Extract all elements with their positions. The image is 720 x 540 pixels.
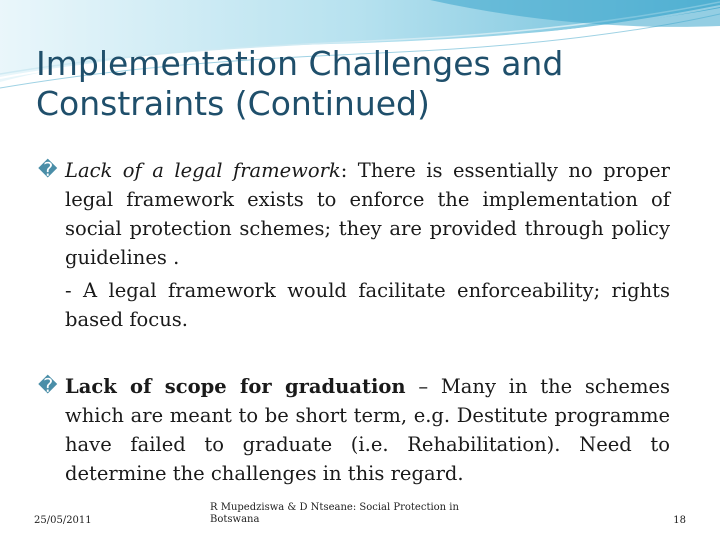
footer-author: R Mupedziswa & D Ntseane: Social Protection in Botswana bbox=[210, 502, 459, 525]
bullet-legal-framework-lead: Lack of a legal framework bbox=[65, 159, 341, 182]
bullet-graduation-scope-lead: Lack of scope for graduation bbox=[65, 375, 406, 398]
slide-title bbox=[36, 44, 696, 124]
bullet-graduation-scope-text: – Many in the schemes which are meant to be short term, e.g. Destitute programme have failed to graduate (i.e. Rehabilitation). Need to determine the challenges in this regard. bbox=[65, 375, 670, 485]
bullet-legal-framework-subline: - A legal framework would facilitate enforceability; rights based focus. bbox=[65, 279, 670, 331]
bullet-glyph-icon: � bbox=[38, 159, 58, 181]
bullet-graduation-scope bbox=[38, 372, 670, 488]
bullet-legal-framework-text: : There is essentially no proper legal framework exists to enforce the implementation of social protection schemes; they are provided through policy guidelines . bbox=[65, 159, 671, 269]
slide-body bbox=[38, 156, 670, 488]
slide-title-line-2: Constraints (Continued) bbox=[36, 84, 430, 123]
bullet-legal-framework bbox=[38, 156, 670, 272]
footer-date: 25/05/2011 bbox=[34, 515, 92, 526]
bullet-glyph-icon: � bbox=[38, 375, 58, 397]
slide-title-line-1: Implementation Challenges and bbox=[36, 44, 564, 83]
footer-page-number: 18 bbox=[673, 515, 686, 526]
